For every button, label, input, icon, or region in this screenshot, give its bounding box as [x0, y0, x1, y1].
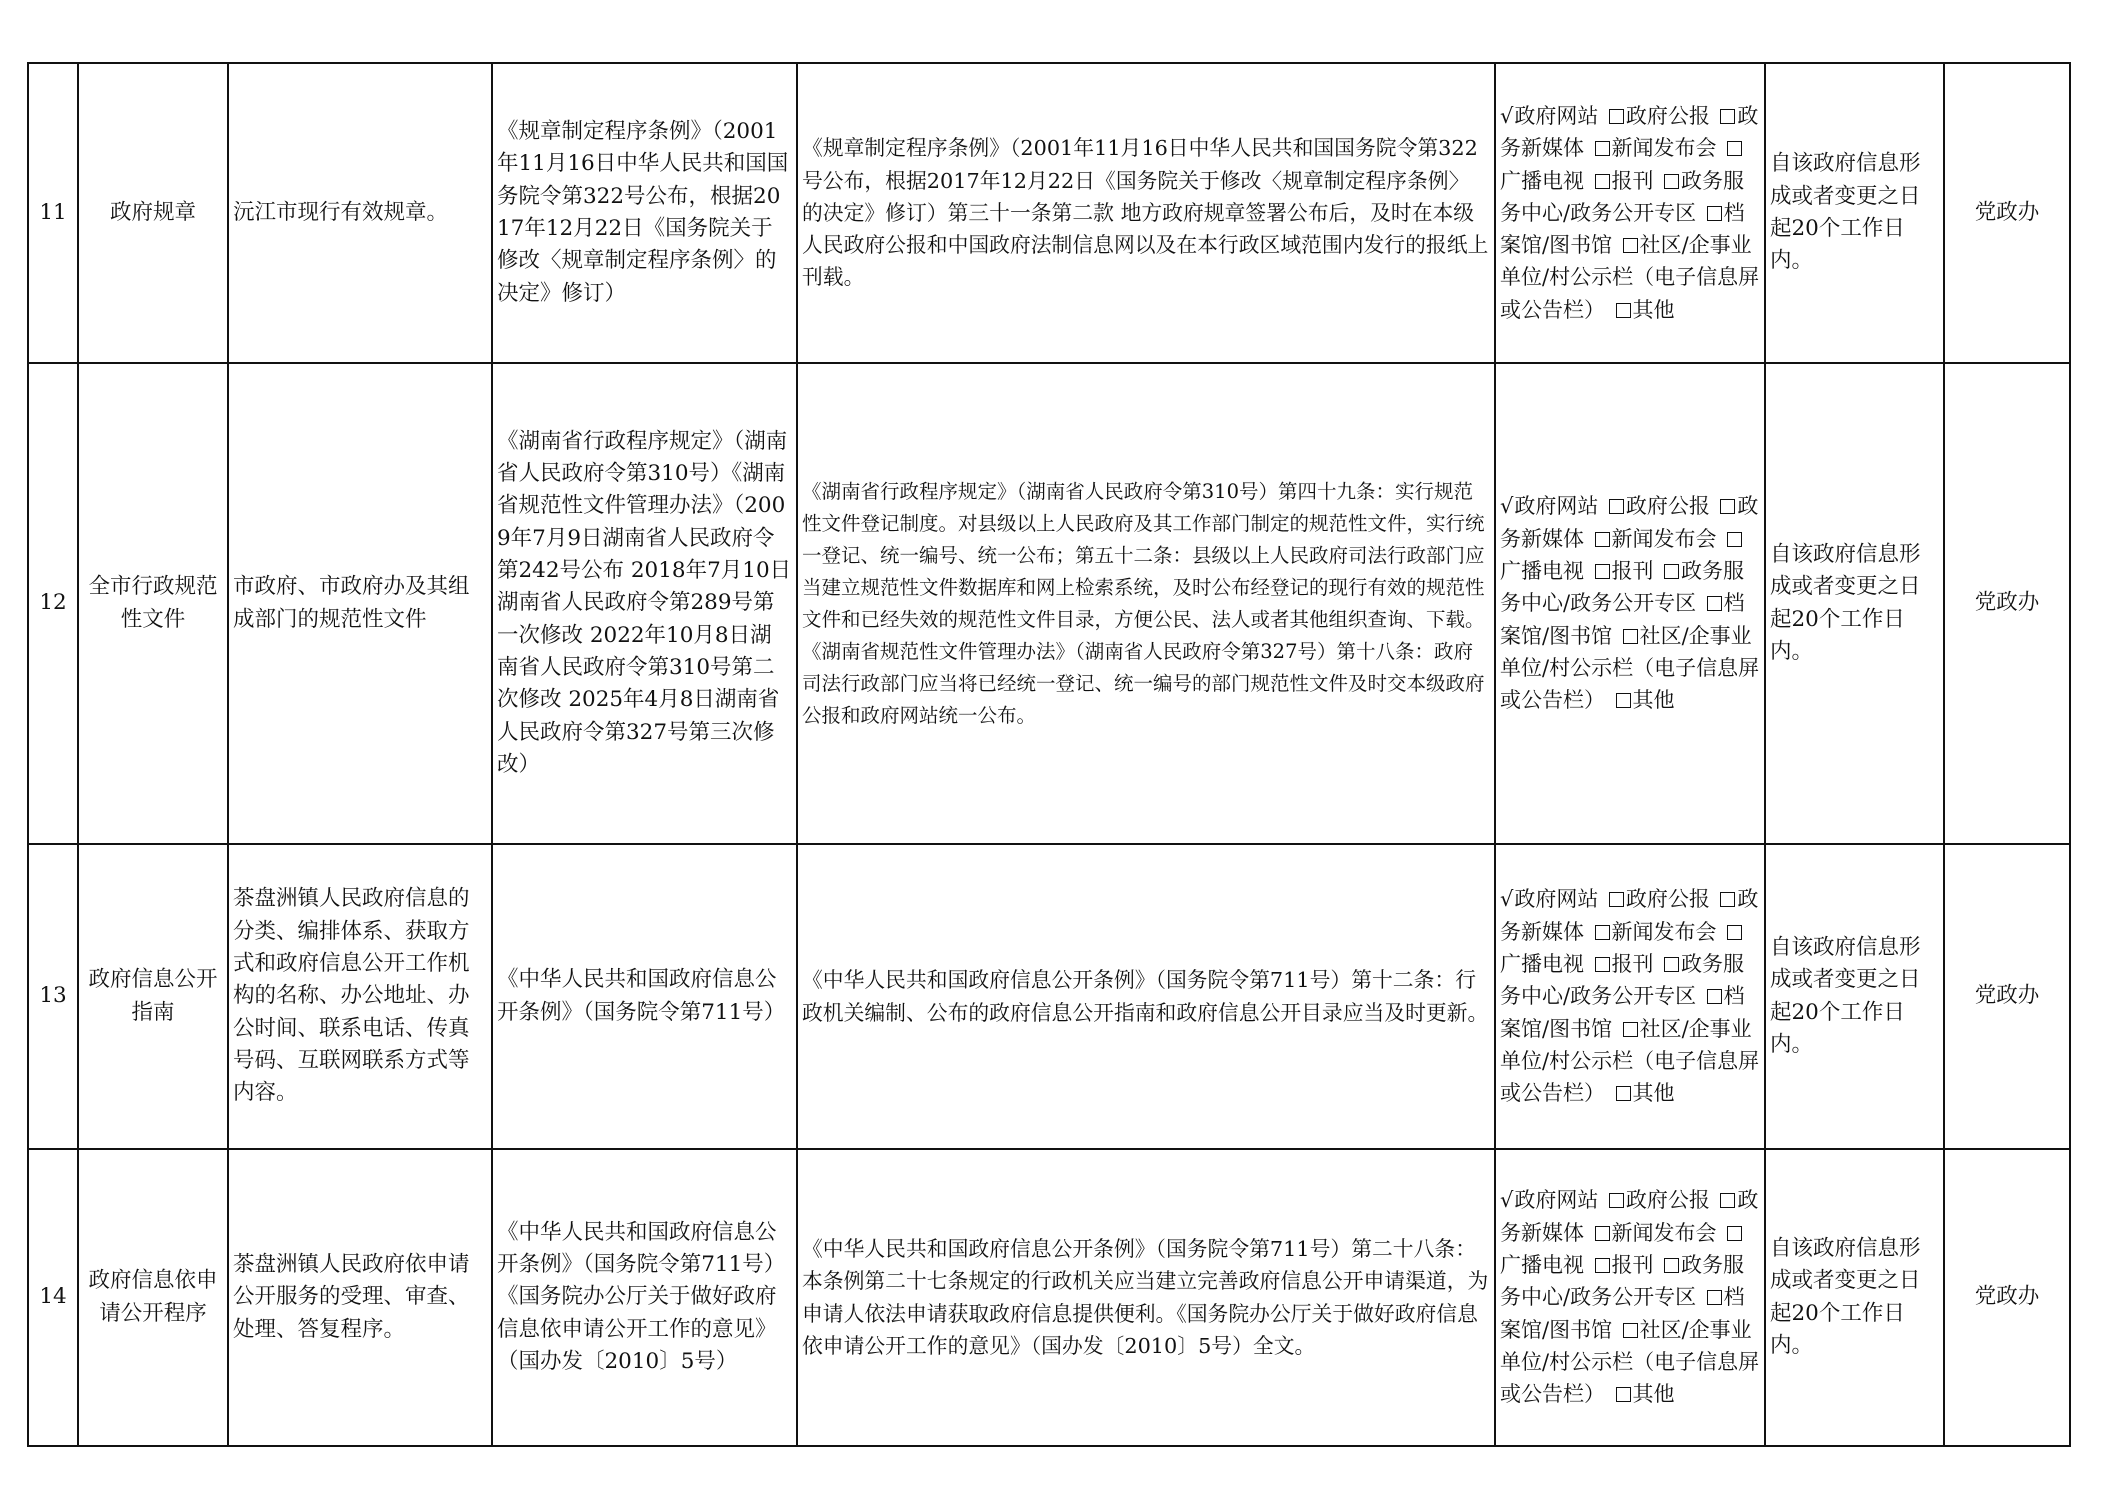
channel-label: 政务服务中心/政务公开专区 [1500, 559, 1744, 616]
empty-checkbox-icon [1720, 109, 1735, 124]
channel-label: 政务服务中心/政务公开专区 [1500, 952, 1744, 1009]
channel-label: 档案馆/图书馆 [1500, 984, 1745, 1041]
legal-basis: 《中华人民共和国政府信息公开条例》（国务院令第711号） [492, 844, 797, 1149]
responsible-dept: 党政办 [1944, 1149, 2070, 1446]
empty-checkbox-icon [1609, 499, 1624, 514]
publish-time-limit: 自该政府信息形成或者变更之日起20个工作日内。 [1765, 844, 1944, 1149]
empty-checkbox-icon [1623, 1022, 1638, 1037]
channel-option [1595, 559, 1654, 583]
channel-option [1609, 887, 1710, 911]
channel-label: 政府公报 [1625, 103, 1710, 128]
basis-detail: 《湖南省行政程序规定》（湖南省人民政府令第310号）第四十九条：实行规范性文件登记制度。对县级以上人民政府及其工作部门制定的规范性文件，实行统一登记、统一编号、统一公布；第五十二条：县级以上人民政府司法行政部门应当建立规范性文件数据库和网上检索系统，及时公布经登记的现行有效的规范性文件和已经失效的规范性文件目录，方便公民、法人或者其他组织查询、下载。《湖南省规范性文件管理办法》（湖南省人民政府令第327号）第十八条：政府司法行政部门应当将已经统一登记、统一编号的部门规范性文件及时交本级政府公报和政府网站统一公布。 [797, 363, 1495, 844]
channel-option [1500, 887, 1598, 911]
empty-checkbox-icon [1720, 1193, 1735, 1208]
table-row [28, 1149, 2070, 1446]
empty-checkbox-icon [1707, 596, 1722, 611]
channel-option [1609, 494, 1710, 518]
legal-basis: 《湖南省行政程序规定》（湖南省人民政府令第310号）《湖南省规范性文件管理办法》（2009年7月9日湖南省人民政府令第242号公布 2018年7月10日湖南省人民政府令第289号第一次修改 2022年10月8日湖南省人民政府令第310号第二次修改 2025年4月8日湖南省人民政府令第327号第三次修改） [492, 363, 797, 844]
channel-label: 广播电视 [1500, 952, 1584, 977]
channel-label: 其他 [1632, 297, 1675, 322]
empty-checkbox-icon [1727, 141, 1742, 156]
table-body [28, 63, 2070, 1446]
channel-label: 档案馆/图书馆 [1500, 200, 1745, 258]
channel-label: 政府公报 [1625, 1188, 1710, 1213]
channel-label: 新闻发布会 [1611, 1220, 1717, 1245]
empty-checkbox-icon [1609, 892, 1624, 907]
legal-basis: 《规章制定程序条例》（2001年11月16日中华人民共和国国务院令第322号公布，根据2017年12月22日《国务院关于修改〈规章制定程序条例〉的决定》修订） [492, 63, 797, 363]
channel-label: 政务服务中心/政务公开专区 [1500, 168, 1744, 225]
empty-checkbox-icon [1720, 892, 1735, 907]
channel-option [1616, 688, 1675, 712]
empty-checkbox-icon [1609, 1193, 1624, 1208]
item-content: 市政府、市政府办及其组成部门的规范性文件 [228, 363, 492, 844]
empty-checkbox-icon [1727, 532, 1742, 547]
channel-label: 社区/企事业单位/村公示栏（电子信息屏或公告栏） [1500, 1317, 1760, 1407]
check-mark-icon: √ [1500, 887, 1514, 912]
channel-option [1595, 920, 1717, 944]
empty-checkbox-icon [1623, 238, 1638, 253]
empty-checkbox-icon [1720, 499, 1735, 514]
empty-checkbox-icon [1707, 1290, 1722, 1305]
check-mark-icon: √ [1500, 494, 1514, 519]
channel-label: 政务新媒体 [1500, 887, 1759, 944]
channel-option [1609, 1188, 1710, 1212]
empty-checkbox-icon [1616, 1387, 1631, 1402]
channel-option [1500, 494, 1598, 518]
channel-label: 政务新媒体 [1500, 1188, 1759, 1245]
channel-label: 新闻发布会 [1611, 919, 1717, 944]
responsible-dept: 党政办 [1944, 63, 2070, 363]
empty-checkbox-icon [1595, 1258, 1610, 1273]
channel-option [1595, 1253, 1654, 1277]
channel-option [1609, 104, 1710, 128]
channel-label: 新闻发布会 [1611, 136, 1717, 161]
publish-time-limit: 自该政府信息形成或者变更之日起20个工作日内。 [1765, 363, 1944, 844]
publish-time-limit: 自该政府信息形成或者变更之日起20个工作日内。 [1765, 63, 1944, 363]
channel-option [1595, 169, 1654, 193]
channel-label: 报刊 [1611, 168, 1654, 193]
publish-channels [1495, 844, 1765, 1149]
legal-basis: 《中华人民共和国政府信息公开条例》（国务院令第711号）《国务院办公厅关于做好政府信息依申请公开工作的意见》（国办发〔2010〕5号） [492, 1149, 797, 1446]
check-mark-icon: √ [1500, 103, 1514, 128]
channel-option [1595, 1221, 1717, 1245]
channel-label: 其他 [1632, 688, 1675, 713]
empty-checkbox-icon [1707, 206, 1722, 221]
channel-label: 社区/企事业单位/村公示栏（电子信息屏或公告栏） [1500, 233, 1760, 322]
basis-detail: 《中华人民共和国政府信息公开条例》（国务院令第711号）第二十八条：本条例第二十七条规定的行政机关应当建立完善政府信息公开申请渠道，为申请人依法申请获取政府信息提供便利。《国务院办公厅关于做好政府信息依申请公开工作的意见》（国办发〔2010〕5号）全文。 [797, 1149, 1495, 1446]
item-name: 全市行政规范性文件 [78, 363, 228, 844]
row-number: 14 [28, 1149, 78, 1446]
item-name: 政府规章 [78, 63, 228, 363]
empty-checkbox-icon [1623, 1323, 1638, 1338]
empty-checkbox-icon [1727, 925, 1742, 940]
channel-option [1595, 136, 1717, 160]
publish-channels [1495, 63, 1765, 363]
channel-label: 政府公报 [1625, 887, 1710, 912]
item-content: 茶盘洲镇人民政府依申请公开服务的受理、审查、处理、答复程序。 [228, 1149, 492, 1446]
channel-label: 政务服务中心/政务公开专区 [1500, 1253, 1744, 1310]
table-row [28, 844, 2070, 1149]
item-content: 茶盘洲镇人民政府信息的分类、编排体系、获取方式和政府信息公开工作机构的名称、办公地址、办公时间、联系电话、传真号码、互联网联系方式等内容。 [228, 844, 492, 1149]
channel-label: 报刊 [1611, 559, 1654, 584]
empty-checkbox-icon [1595, 174, 1610, 189]
table-row [28, 363, 2070, 844]
channel-label: 档案馆/图书馆 [1500, 1285, 1745, 1342]
item-content: 沅江市现行有效规章。 [228, 63, 492, 363]
empty-checkbox-icon [1609, 109, 1624, 124]
empty-checkbox-icon [1595, 925, 1610, 940]
table-row [28, 63, 2070, 363]
channel-option [1500, 1188, 1598, 1212]
empty-checkbox-icon [1664, 957, 1679, 972]
basis-detail: 《规章制定程序条例》（2001年11月16日中华人民共和国国务院令第322号公布，根据2017年12月22日《国务院关于修改〈规章制定程序条例〉的决定》修订）第三十一条第二款 地方政府规章签署公布后，及时在本级人民政府公报和中国政府法制信息网以及在本行政区域范围内发行的报纸上刊载。 [797, 63, 1495, 363]
empty-checkbox-icon [1727, 1226, 1742, 1241]
channel-label: 政府网站 [1514, 103, 1599, 128]
empty-checkbox-icon [1707, 989, 1722, 1004]
responsible-dept: 党政办 [1944, 844, 2070, 1149]
channel-label: 广播电视 [1500, 1253, 1584, 1278]
check-mark-icon: √ [1500, 1188, 1514, 1213]
channel-label: 政府网站 [1514, 1188, 1599, 1213]
channel-option [1595, 952, 1654, 976]
empty-checkbox-icon [1595, 141, 1610, 156]
channel-label: 广播电视 [1500, 168, 1584, 193]
channel-label: 政务新媒体 [1500, 103, 1759, 161]
publish-time-limit: 自该政府信息形成或者变更之日起20个工作日内。 [1765, 1149, 1944, 1446]
channel-option [1616, 298, 1675, 322]
responsible-dept: 党政办 [1944, 363, 2070, 844]
empty-checkbox-icon [1623, 629, 1638, 644]
channel-option [1616, 1081, 1675, 1105]
empty-checkbox-icon [1595, 532, 1610, 547]
channel-label: 社区/企事业单位/村公示栏（电子信息屏或公告栏） [1500, 1016, 1760, 1106]
channel-option [1500, 104, 1598, 128]
row-number: 13 [28, 844, 78, 1149]
empty-checkbox-icon [1616, 1086, 1631, 1101]
channel-label: 报刊 [1611, 1253, 1654, 1278]
channel-label: 报刊 [1611, 952, 1654, 977]
channel-label: 政务新媒体 [1500, 494, 1759, 551]
channel-label: 社区/企事业单位/村公示栏（电子信息屏或公告栏） [1500, 623, 1760, 713]
channel-option [1595, 527, 1717, 551]
channel-label: 广播电视 [1500, 559, 1584, 584]
channel-label: 政府公报 [1625, 494, 1710, 519]
publish-channels [1495, 363, 1765, 844]
row-number: 11 [28, 63, 78, 363]
channel-label: 新闻发布会 [1611, 526, 1717, 551]
publish-channels [1495, 1149, 1765, 1446]
empty-checkbox-icon [1616, 693, 1631, 708]
channel-option [1616, 1382, 1675, 1406]
channel-label: 其他 [1632, 1081, 1675, 1106]
empty-checkbox-icon [1595, 1226, 1610, 1241]
empty-checkbox-icon [1616, 303, 1631, 318]
channel-label: 档案馆/图书馆 [1500, 591, 1745, 648]
empty-checkbox-icon [1664, 174, 1679, 189]
empty-checkbox-icon [1595, 957, 1610, 972]
channel-label: 政府网站 [1514, 494, 1599, 519]
channel-label: 政府网站 [1514, 887, 1599, 912]
disclosure-catalog-table [27, 62, 2071, 1447]
item-name: 政府信息公开指南 [78, 844, 228, 1149]
empty-checkbox-icon [1595, 564, 1610, 579]
empty-checkbox-icon [1664, 1258, 1679, 1273]
channel-label: 其他 [1632, 1382, 1675, 1407]
item-name: 政府信息依申请公开程序 [78, 1149, 228, 1446]
row-number: 12 [28, 363, 78, 844]
empty-checkbox-icon [1664, 564, 1679, 579]
basis-detail: 《中华人民共和国政府信息公开条例》（国务院令第711号）第十二条：行政机关编制、公布的政府信息公开指南和政府信息公开目录应当及时更新。 [797, 844, 1495, 1149]
